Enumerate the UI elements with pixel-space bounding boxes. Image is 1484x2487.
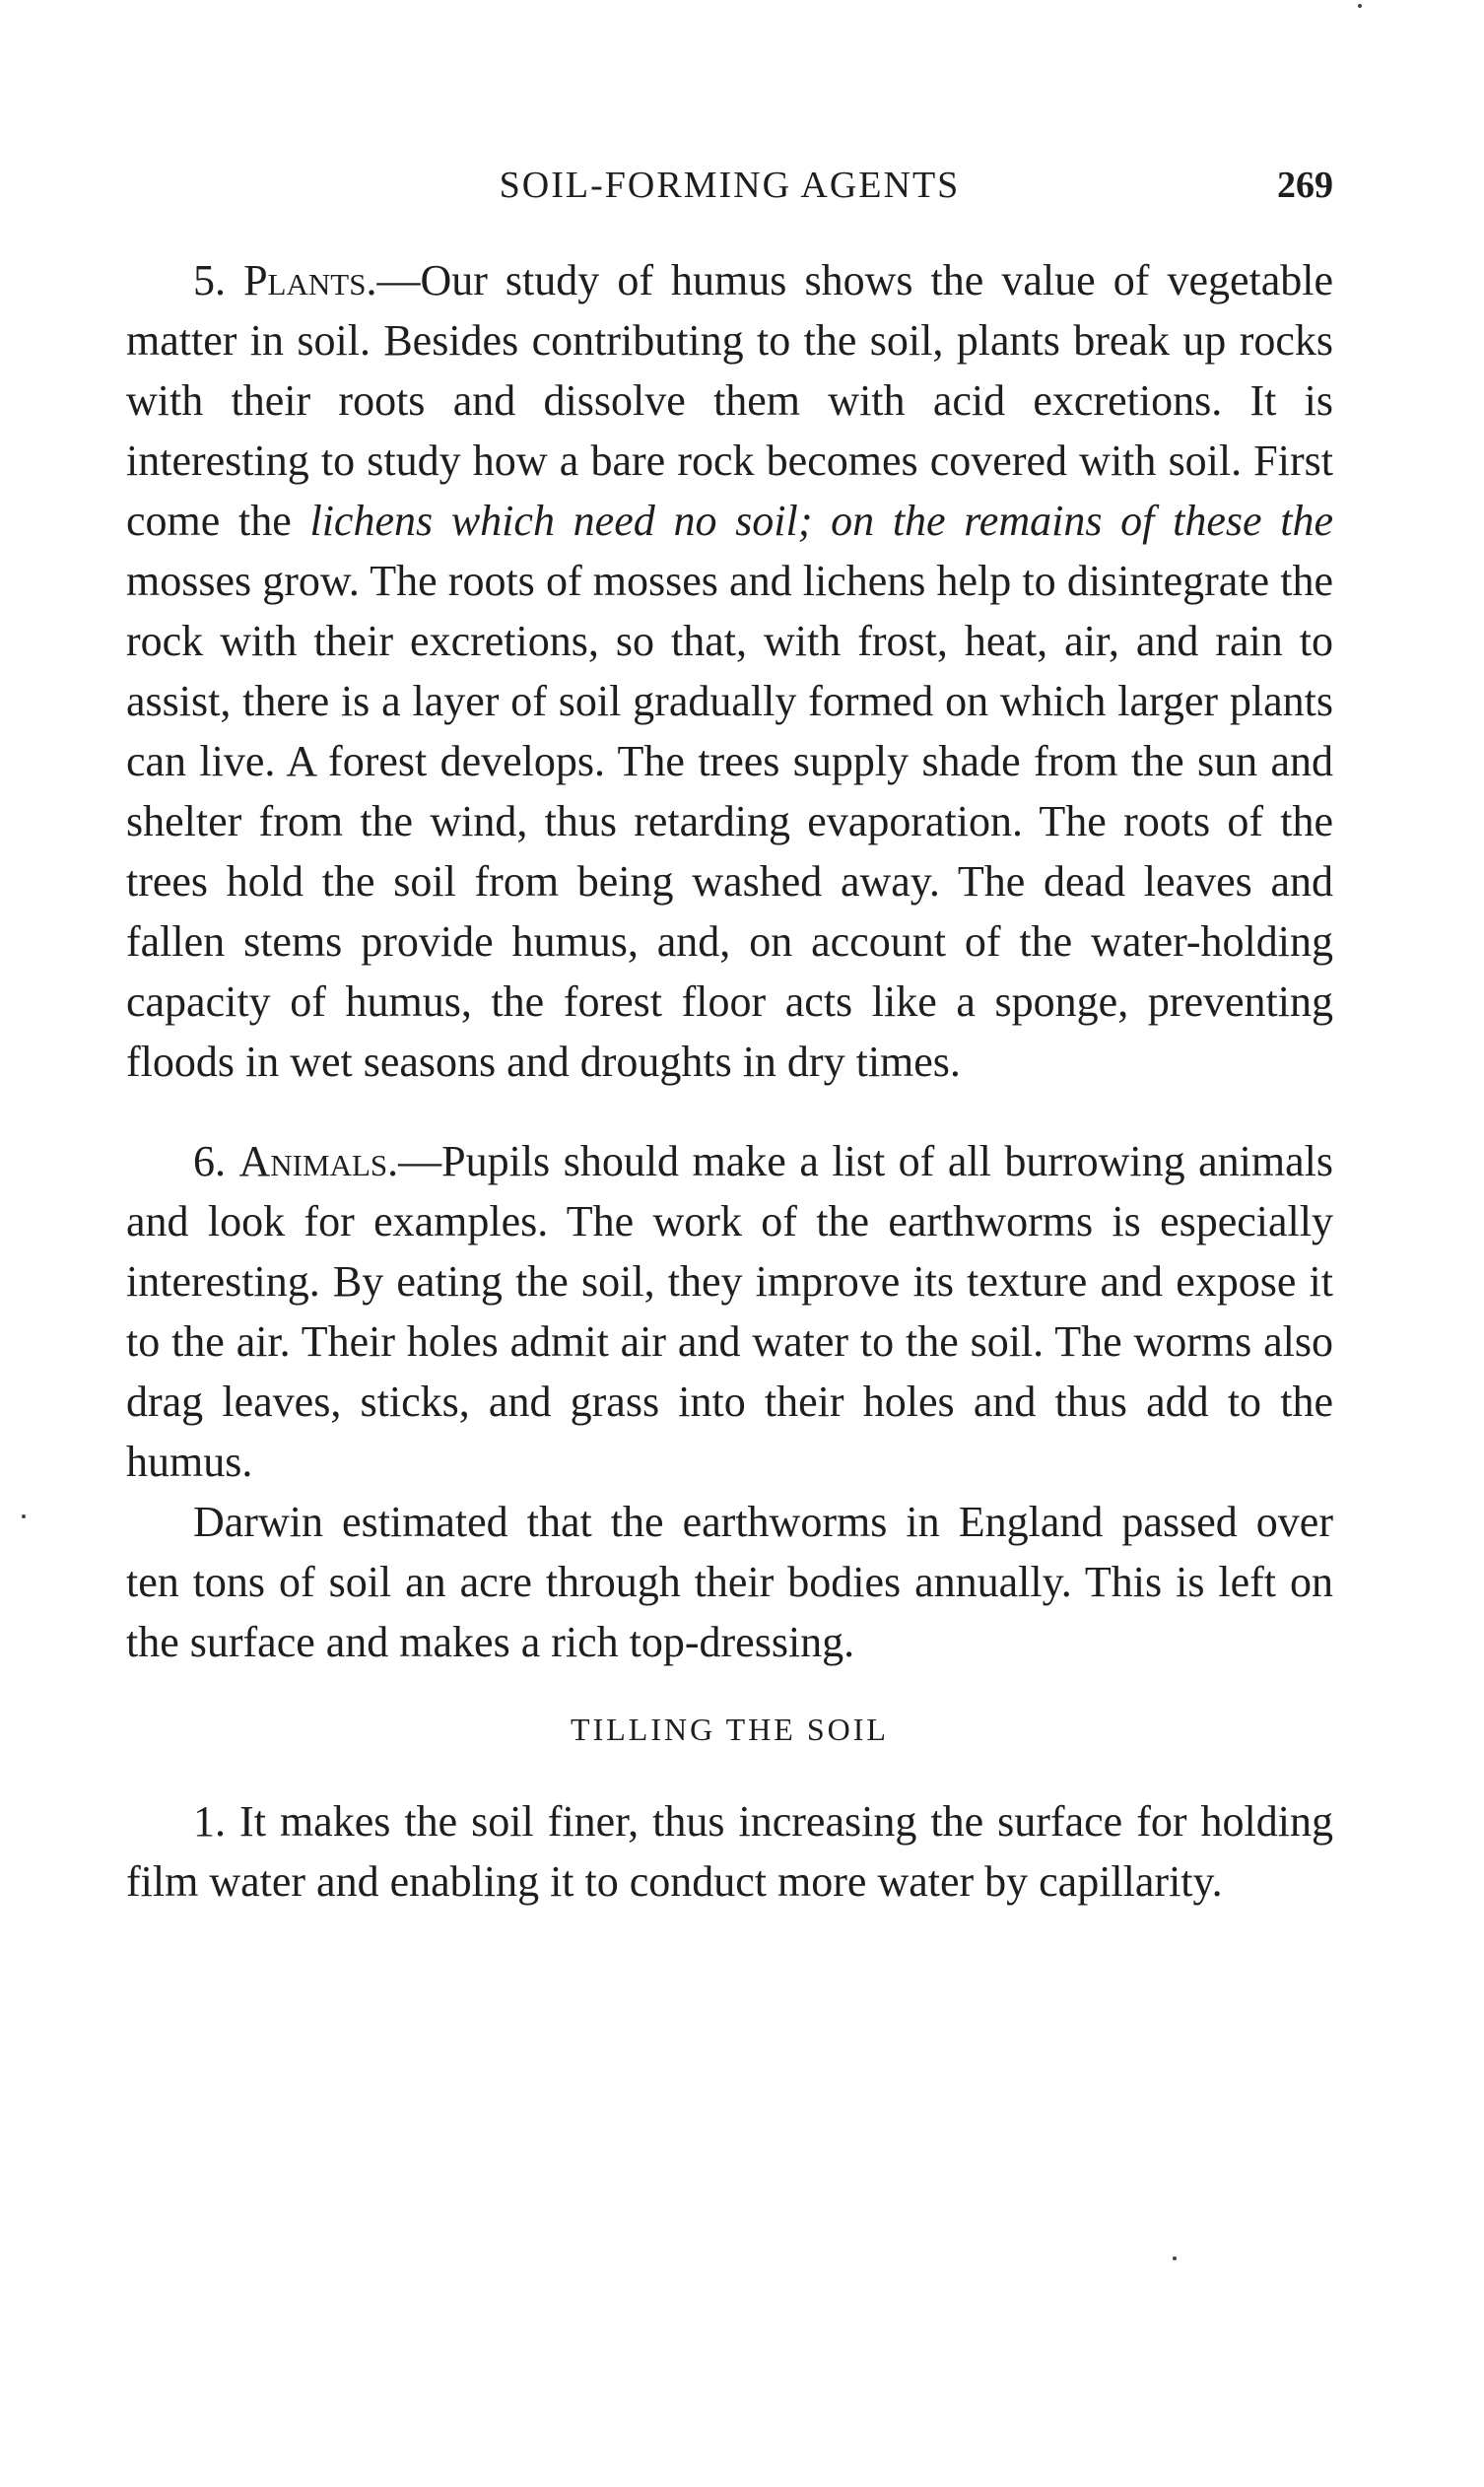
page-number: 269 xyxy=(1277,165,1333,206)
paragraph-plants xyxy=(126,250,1333,1092)
paragraph-darwin: Darwin estimated that the earthworms in England passed over ten tons of soil an acre through their bodies annually. This is left on the surface and makes a rich top-dressing. xyxy=(126,1498,1333,1666)
plants-number: 5. xyxy=(193,256,226,304)
scan-speck xyxy=(22,1514,26,1518)
plants-dash: .— xyxy=(366,256,421,304)
paragraph-animals xyxy=(126,1131,1333,1492)
scan-speck xyxy=(1358,4,1362,8)
running-title: SOIL-FORMING AGENTS xyxy=(499,165,961,206)
plants-text-1: Our study of humus shows the value of vegetable matter in soil. Besides contributing to the soil, plants break up rocks with their roots and dissolve them with acid excretions. It is interesting to study how a bare rock becomes covered with soil. First come the xyxy=(126,256,1334,545)
plants-label: Plants xyxy=(243,256,367,304)
animals-number: 6. xyxy=(193,1137,226,1185)
scan-speck xyxy=(1173,2256,1177,2260)
paragraph-gap xyxy=(126,1092,1333,1131)
running-head xyxy=(126,148,1333,207)
plants-text-2: mosses grow. The roots of mosses and lichens help to disintegrate the rock with their excretions, so that, with frost, heat, air, and rain to assist, there is a layer of soil gradually formed on which larger plants can live. A forest develops. The trees supply shade from the sun and shelter from the wind, thus retarding evaporation. The roots of the trees hold the soil from being washed away. The dead leaves and fallen stems provide humus, and, on account of the water-holding capacity of humus, the forest floor acts like a sponge, preventing floods in wet seasons and droughts in dry times. xyxy=(126,557,1333,1086)
animals-dash: .— xyxy=(387,1137,442,1185)
paragraph-tilling-1: 1. It makes the soil finer, thus increasing the surface for holding film water and enabling it to conduct more water by capillarity. xyxy=(126,1797,1333,1906)
animals-text: Pupils should make a list of all burrowing animals and look for examples. The work of the earthworms is especially interesting. By eating the soil, they improve its texture and expose it to the air. Their holes admit air and water to the soil. The worms also drag leaves, sticks, and grass into their holes and thus add to the humus. xyxy=(126,1137,1334,1486)
plants-italic-text: lichens which need no soil; on the remains of these the xyxy=(309,497,1333,545)
book-page xyxy=(126,148,1333,1912)
section-heading-tilling: TILLING THE SOIL xyxy=(571,1712,889,1747)
animals-label: Animals xyxy=(238,1137,388,1185)
